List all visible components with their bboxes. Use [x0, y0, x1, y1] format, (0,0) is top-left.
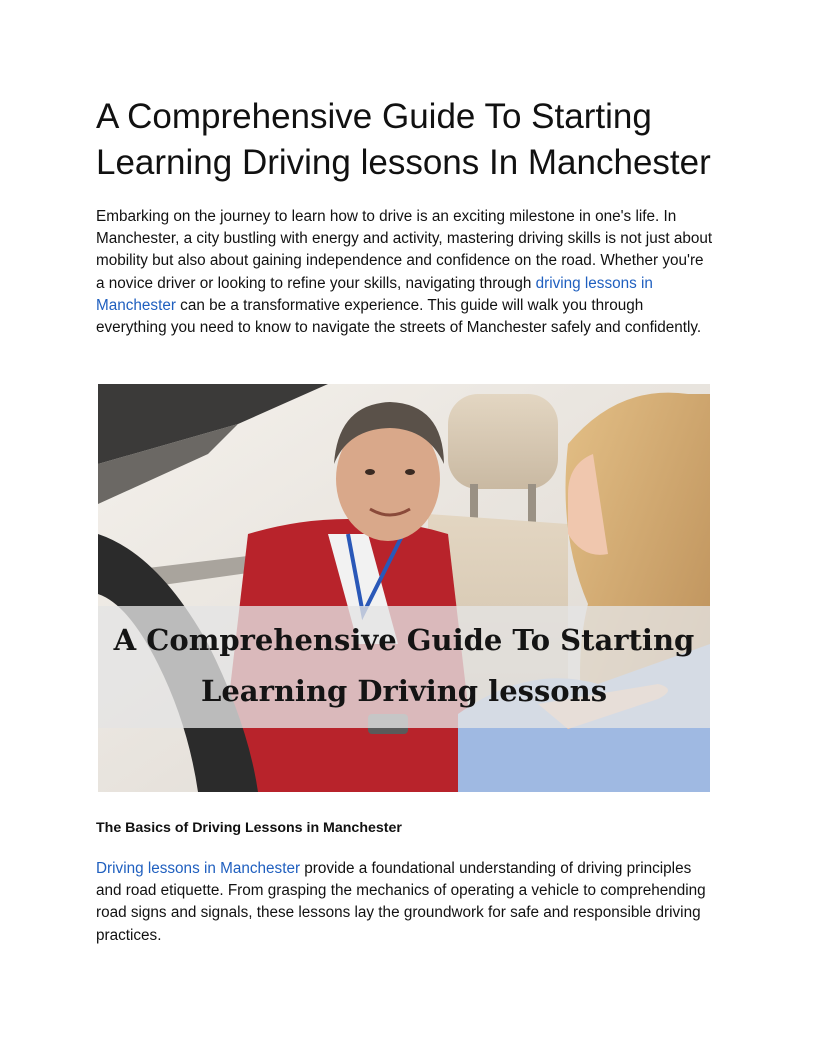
banner-line-2: Learning Driving lessons	[200, 674, 608, 708]
page-title	[96, 94, 726, 186]
page-title-line2: Learning Driving lessons In Manchester	[96, 143, 711, 182]
section-heading: The Basics of Driving Lessons in Manchester	[96, 820, 402, 836]
intro-text-before-link: Embarking on the journey to learn how to drive is an exciting milestone in one's life. In Manchester, a city bustling with energy and activity, mastering driving skills is not just about mobility but also about gaining independence and confidence on the road. Whether you're a novice driver or looking to refine your skills, navigating through	[96, 208, 713, 292]
driving-lessons-link-section[interactable]: Driving lessons in Manchester	[96, 860, 301, 877]
image-banner-overlay	[98, 606, 710, 728]
car-interior-photo	[98, 384, 710, 792]
intro-paragraph	[96, 206, 716, 339]
hero-image	[98, 384, 710, 792]
driving-lessons-link-intro[interactable]: driving lessons in Manchester	[96, 274, 653, 314]
section-paragraph	[96, 858, 716, 947]
section-text-after-link: provide a foundational understanding of driving principles and road etiquette. From grasping the mechanics of operating a vehicle to comprehending road signs and signals, these lessons lay the groundwork for safe and responsible driving practices.	[96, 860, 706, 944]
banner-line-1: A Comprehensive Guide To Starting	[113, 623, 695, 657]
intro-text-after-link: can be a transformative experience. This guide will walk you through everything you need to know to navigate the streets of Manchester safely and confidently.	[96, 296, 702, 337]
page-title-line1: A Comprehensive Guide To Starting	[96, 97, 652, 136]
